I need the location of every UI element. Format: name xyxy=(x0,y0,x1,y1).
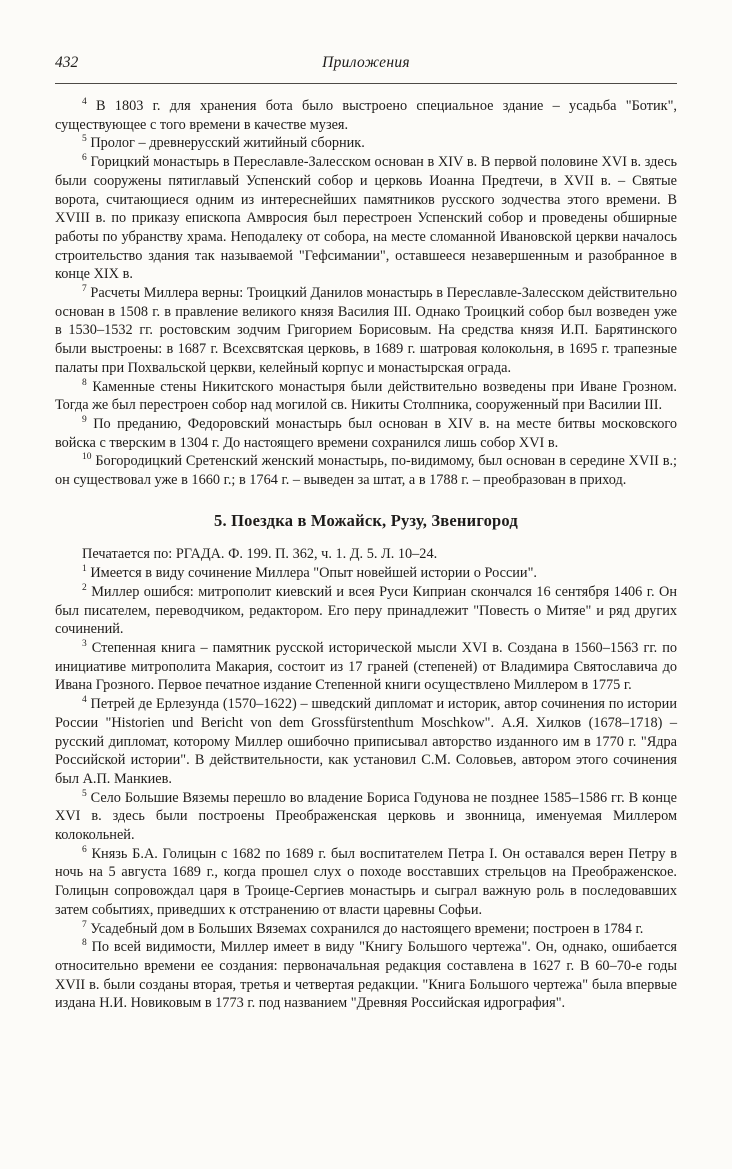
footnote-marker: 4 xyxy=(82,695,87,706)
footnote-marker: 7 xyxy=(82,284,87,295)
page-number: 432 xyxy=(55,54,79,71)
footnote-paragraph: $^{10}$ Богородицкий Сретенский женский монастырь, по-видимому, был основан в середине XVII в.; он существовал уже в 1660 г.; в 1764 г. – выведен за штат, а в 1788 г. – преобразован в приход. xyxy=(55,452,677,489)
footnote-paragraph: $^4$ Петрей де Ерлезунда (1570–1622) – шведский дипломат и историк, автор сочинения по истории России "Historien und Bericht von dem Grossfürstenthum Moschkow". А.Я. Хилков (1678–1718) – русский дипломат, которому Миллер ошибочно приписывал авторство изданного им в 1770 г. "Ядра Российской истории". В действительности, как установил С.М. Соловьев, автором этого сочинения был А.П. Манкиев. xyxy=(55,695,677,787)
running-title: Приложения xyxy=(322,54,410,71)
footnote-marker: 6 xyxy=(82,844,87,855)
footnote-marker: 6 xyxy=(82,153,87,164)
footnote-paragraph: $^5$ Село Большие Вяземы перешло во владение Бориса Годунова не позднее 1585–1586 гг. В конце XVI в. здесь были построены Преображенская церковь и звонница, именуемая Миллером колокольней. xyxy=(55,788,677,844)
footnote-marker: 8 xyxy=(82,377,87,388)
footnote-marker: 5 xyxy=(82,134,87,145)
footnote-paragraph: $^7$ Расчеты Миллера верны: Троицкий Данилов монастырь в Переславле-Залесском действительно основан в 1508 г. в правление великого князя Василия III. Однако Троицкий собор был возведен уже в 1530–1532 гг. ростовским зодчим Григорием Борисовым. На средства князя И.П. Барятинского были выстроены: в 1687 г. Всехсвятская церковь, в 1689 г. шатровая колокольня, в 1695 г. трапезные палаты при Похвальской церкви, келейный корпус и монастырская ограда. xyxy=(55,284,677,376)
footnotes-current-section xyxy=(55,564,677,1013)
footnote-paragraph: $^3$ Степенная книга – памятник русской исторической мысли XVI в. Создана в 1560–1563 гг. по инициативе митрополита Макария, состоит из 17 граней (степеней) от Владимира Святославича до Ивана Грозного. Первое печатное издание Степенной книги осуществлено Миллером в 1775 г. xyxy=(55,639,677,694)
footnote-marker: 4 xyxy=(82,97,87,108)
footnote-marker: 8 xyxy=(82,938,87,949)
page-header xyxy=(55,52,677,74)
footnote-paragraph: $^9$ По преданию, Федоровский монастырь был основан в XIV в. на месте битвы московского войска с тверским в 1304 г. До настоящего времени сохранился лишь собор XVI в. xyxy=(55,415,677,451)
footnotes-previous-section xyxy=(55,97,677,490)
footnote-paragraph: $^5$ Пролог – древнерусский житийный сборник. xyxy=(82,134,365,152)
footnote-marker: 3 xyxy=(82,639,87,650)
source-line: Печатается по: РГАДА. Ф. 199. П. 362, ч. 1. Д. 5. Л. 10–24. xyxy=(82,546,438,563)
footnote-paragraph: $^7$ Усадебный дом в Больших Вяземах сохранился до настоящего времени; построен в 1784 г. xyxy=(82,919,644,937)
footnote-marker: 9 xyxy=(82,415,87,426)
header-rule xyxy=(55,83,677,84)
footnote-marker: 2 xyxy=(82,583,87,594)
footnote-marker: 7 xyxy=(82,919,87,930)
footnote-paragraph: $^8$ По всей видимости, Миллер имеет в виду "Книгу Большого чертежа". Он, однако, ошибается относительно времени ее создания: первоначальная редакция составлена в 1627 г. В 60–70-е годы XVII в. были созданы вторая, третья и четвертая редакции. "Книга Большого чертежа" была впервые издана Н.И. Новиковым в 1773 г. под названием "Древняя Российская идрография". xyxy=(55,938,677,1012)
footnote-paragraph: $^6$ Князь Б.А. Голицын с 1682 по 1689 г. был воспитателем Петра I. Он оставался верен Петру в ночь на 5 августа 1689 г., когда прошел слух о походе восставших стрельцов на Преображенское. Голицын сопровождал царя в Троице-Сергиев монастырь и сыграл важную роль в последовавших затем событиях, приведших к отстранению от власти царевны Софьи. xyxy=(55,844,677,918)
footnote-marker: 5 xyxy=(82,788,87,799)
text-block xyxy=(55,97,677,1013)
footnote-paragraph: $^1$ Имеется в виду сочинение Миллера "Опыт новейшей истории о России". xyxy=(82,564,537,582)
footnote-marker: 1 xyxy=(82,564,87,575)
footnote-paragraph: $^6$ Горицкий монастырь в Переславле-Залесском основан в XIV в. В первой половине XVI в. здесь были сооружены пятиглавый Успенский собор и церковь Иоанна Предтечи, в XVII в. – Святые ворота, считающиеся одним из интереснейших памятников русского зодчества этого времени. В XVIII в. по приказу епископа Амвросия был перестроен Успенский собор и проведены обширные работы по убранству храма. Неподалеку от собора, на месте сломанной Ивановской церкви началось строительство здания так называемой "Гефсимании", оставшееся незавершенным и разобранное в конце XIX в. xyxy=(55,153,677,283)
footnote-paragraph: $^8$ Каменные стены Никитского монастыря были действительно возведены при Иване Грозном. Тогда же был перестроен собор над могилой св. Никиты Столпника, сооруженный при Василии III. xyxy=(55,377,677,414)
footnote-paragraph: $^2$ Миллер ошибся: митрополит киевский и всея Руси Киприан скончался 16 сентября 1406 г. Он был писателем, переводчиком, редактором. Его перу принадлежит "Повесть о Митяе" и ряд других сочинений. xyxy=(55,583,677,638)
footnote-paragraph: $^4$ В 1803 г. для хранения бота было выстроено специальное здание – усадьба "Ботик", существующее с того времени в качестве музея. xyxy=(55,97,677,133)
footnote-marker: 10 xyxy=(82,452,92,463)
section-heading: 5. Поездка в Можайск, Рузу, Звенигород xyxy=(214,510,518,530)
